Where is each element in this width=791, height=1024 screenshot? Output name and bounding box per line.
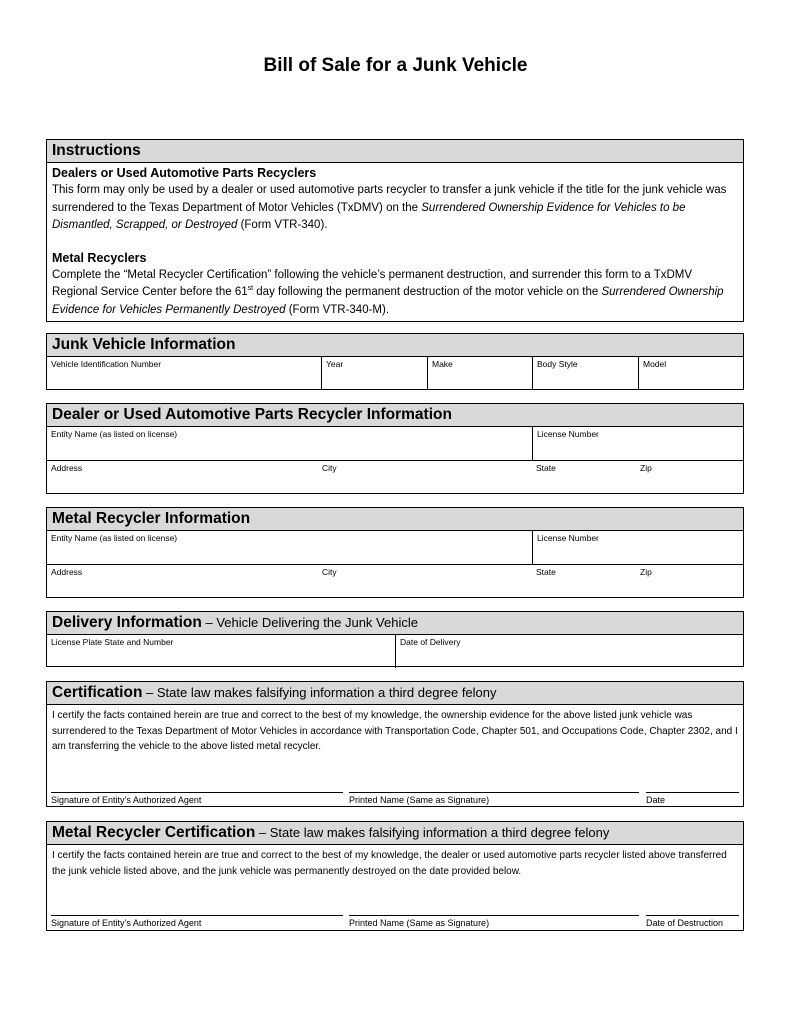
form-title: Bill of Sale for a Junk Vehicle [263,55,528,76]
cert-printed-name-line[interactable]: Printed Name (Same as Signature) [349,792,639,806]
make-field[interactable]: Make [428,357,533,390]
dealers-text-part: (Form VTR-340). [237,219,328,231]
body-style-field[interactable]: Body Style [533,357,639,390]
junk-vehicle-row [47,357,743,390]
delivery-row [47,635,743,668]
dealer-row-2 [47,460,743,494]
metal-recycler-heading: Metal Recycler Information [47,508,743,531]
metal-address-field[interactable]: Address [51,567,83,577]
dealer-entity-name-field[interactable]: Entity Name (as listed on license) [47,427,533,460]
cert-agent-signature-line[interactable]: Signature of Entity’s Authorized Agent [51,792,343,806]
metal-certification-heading-title: Metal Recycler Certification [52,824,256,841]
metal-recycler-row-2 [47,564,743,598]
dealers-text-part: This form may only be used by a dealer or used automotive parts recycler to transfer a junk vehicle if the title for the junk vehicle was surrendered to the Texas Department of Motor Vehicles (TxDMV) on the [52,184,727,214]
dealers-text [52,182,738,235]
metal-certification-heading-sub: – State law makes falsifying information a third degree felony [255,825,610,840]
metal-license-number-field[interactable]: License Number [537,533,599,543]
dealer-city-field[interactable]: City [322,463,337,473]
metal-certification-text: I certify the facts contained herein are true and correct to the best of my knowledge, the dealer or used automotive parts recycler listed above transferred the junk vehicle listed above, and the junk vehicle was permanently destroyed on the date provided below. [52,850,727,877]
metal-recyclers-text [52,267,738,320]
instructions-section [46,139,744,322]
metal-recycler-row-1 [47,531,743,564]
dealer-row-1 [47,427,743,460]
certification-section [46,681,744,807]
certification-heading-sub: – State law makes falsifying information a third degree felony [142,685,497,700]
instructions-body [47,163,743,319]
certification-text: I certify the facts contained herein are true and correct to the best of my knowledge, the ownership evidence for the above listed junk vehicle was surrendered to the Texas Department of Motor Vehicles in accordance with Transportation Code, Chapter 501, and Occupations Code, Chapter 2302, and I am transferring the vehicle to the above listed metal recycler. [52,710,738,752]
metal-zip-field[interactable]: Zip [640,567,652,577]
metal-certification-heading [47,822,743,845]
vtr340m-form-title: Surrendered Ownership Evidence for Vehicles Permanently Destroyed [52,286,724,316]
delivery-section [46,611,744,667]
metal-state-field[interactable]: State [536,567,556,577]
certification-heading [47,682,743,705]
instructions-heading: Instructions [47,140,743,163]
dealer-heading: Dealer or Used Automotive Parts Recycler Information [47,404,743,427]
vtr340-form-title: Surrendered Ownership Evidence for Vehicles to be Dismantled, Scrapped, or Destroyed [52,201,686,231]
vin-field[interactable]: Vehicle Identification Number [47,357,322,390]
metal-text-part: (Form VTR-340-M). [285,303,390,316]
dealer-address-field[interactable]: Address [51,463,83,473]
junk-vehicle-section [46,333,744,390]
dealer-state-field[interactable]: State [536,463,556,473]
destruction-date-line[interactable]: Date of Destruction [646,915,739,929]
delivery-heading-title: Delivery Information [52,614,202,631]
delivery-heading [47,612,743,635]
dealers-heading: Dealers or Used Automotive Parts Recyclers [52,166,317,180]
delivery-date-field[interactable]: Date of Delivery [400,637,461,647]
metal-printed-name-line[interactable]: Printed Name (Same as Signature) [349,915,639,929]
dealer-license-number-field[interactable]: License Number [537,429,599,439]
year-field[interactable]: Year [322,357,428,390]
metal-text-part: Complete the “Metal Recycler Certification” following the vehicle’s permanent destruction, and surrender this form to a TxDMV Regional Service Center before the 61 [52,268,693,298]
metal-city-field[interactable]: City [322,567,337,577]
delivery-heading-sub: – Vehicle Delivering the Junk Vehicle [201,615,418,630]
cert-date-line[interactable]: Date [646,792,739,806]
dealer-section [46,403,744,494]
metal-certification-section [46,821,744,931]
junk-vehicle-heading: Junk Vehicle Information [47,334,743,357]
metal-text-part: day following the permanent destruction of the motor vehicle on the [253,286,602,298]
dealer-zip-field[interactable]: Zip [640,463,652,473]
metal-entity-name-field[interactable]: Entity Name (as listed on license) [47,531,533,564]
certification-heading-title: Certification [52,684,143,701]
model-field[interactable]: Model [643,359,667,369]
ordinal-suffix: st [247,285,254,293]
metal-recycler-section [46,507,744,598]
metal-recyclers-heading: Metal Recyclers [52,250,147,265]
license-plate-field[interactable]: License Plate State and Number [47,635,396,668]
metal-agent-signature-line[interactable]: Signature of Entity’s Authorized Agent [51,915,343,929]
